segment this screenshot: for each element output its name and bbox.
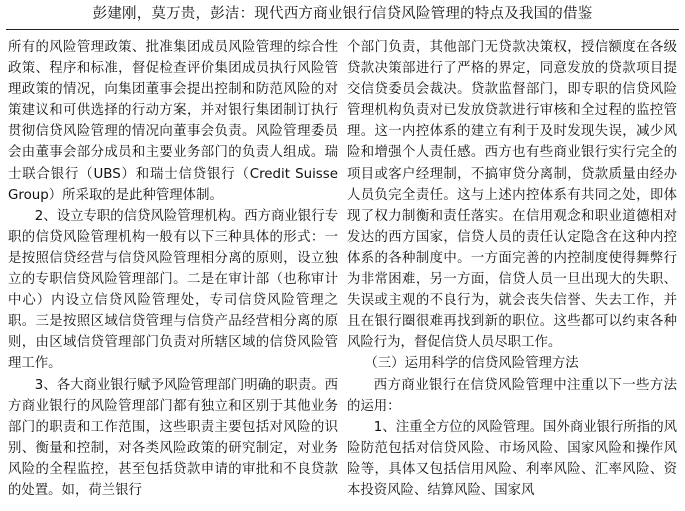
left-paragraph-2: 2、设立专职的信贷风险管理机构。西方商业银行专职的信贷风险管理机构一般有以下三种具体的形式：一是按照信贷经营与信贷风险管理相分离的原则，设立独立的专职信贷风险管理部门。二是在审计部（也称审计中心）内设立信贷风险管理处，专司信贷风险管理之职。三是按照区域信贷管理与信贷产品经营相分离的原则，由区域信贷管理部门负责对所辖区域的信贷风险管理工作。: [8, 208, 338, 372]
right-paragraph-2: 西方商业银行在信贷风险管理中注重以下一些方法的运用：: [347, 377, 677, 414]
right-paragraph-3: 1、注重全方位的风险管理。国外商业银行所指的风险防范包括对信贷风险、市场风险、国家风险和操作风险等，具体又包括信用风险、利率风险、汇率风险、资本投资风险、结算风险、国家风: [347, 419, 677, 498]
left-column: [8, 37, 338, 511]
left-paragraph-3: 3、各大商业银行赋予风险管理部门明确的职责。西方商业银行的风险管理部门都有独立和区别于其他业务部门的职责和工作范围，这些职责主要包括对风险的识别、衡量和控制，对各类风险政策的研究制定，对业务风险的全程监控，甚至包括贷款申请的审批和不良贷款的处置。如，荷兰银行: [8, 377, 338, 498]
header-rule: [6, 29, 679, 30]
left-paragraph-1: 所有的风险管理政策、批准集团成员风险管理的综合性政策、程序和标准，督促检查评价集团成员执行风险管理政策的情况，向集团董事会提出控制和防范风险的对策建议和可供选择的行动方案，并对银行集团制订执行贯彻信贷风险管理的情况向董事会负责。风险管理委员会由董事会部分成员和主要业务部门的负责人组成。瑞士联合银行（UBS）和瑞士信贷银行（Credit Suisse Group）所采取的是此种管理体制。: [8, 40, 338, 203]
right-paragraph-1: 个部门负责，其他部门无贷款决策权，授信额度在各级贷款决策部进行了严格的界定，同意发放的贷款项目提交信贷委员会裁决。贷款监督部门，即专职的信贷风险管理机构负责对已发放贷款进行审核和全过程的监控管理。这一内控体系的建立有利于及时发现失误，减少风险和增强个人责任感。西方也有些商业银行实行完全的项目或客户经理制，不搞审贷分离制，贷款质量由经办人员负完全责任。这与上述内控体系有共同之处，即体现了权力制衡和责任落实。在信用观念和职业道德相对发达的西方国家，信贷人员的责任认定隐含在这种内控体系的各种制度中。一方面完善的内控制度使得舞弊行为非常困难，另一方面，信贷人员一旦出现大的失职、失误或主观的不良行为，就会丧失信誉、失去工作，并且在银行圈很难再找到新的职位。这些都可以约束各种风险行为，督促信贷人员尽职工作。: [347, 40, 677, 351]
section-heading: （三）运用科学的信贷风险管理方法: [364, 356, 579, 372]
right-column: [347, 37, 677, 511]
running-header: 彭建刚，莫万贵，彭洁：现代西方商业银行信贷风险管理的特点及我国的借鉴: [92, 6, 593, 22]
